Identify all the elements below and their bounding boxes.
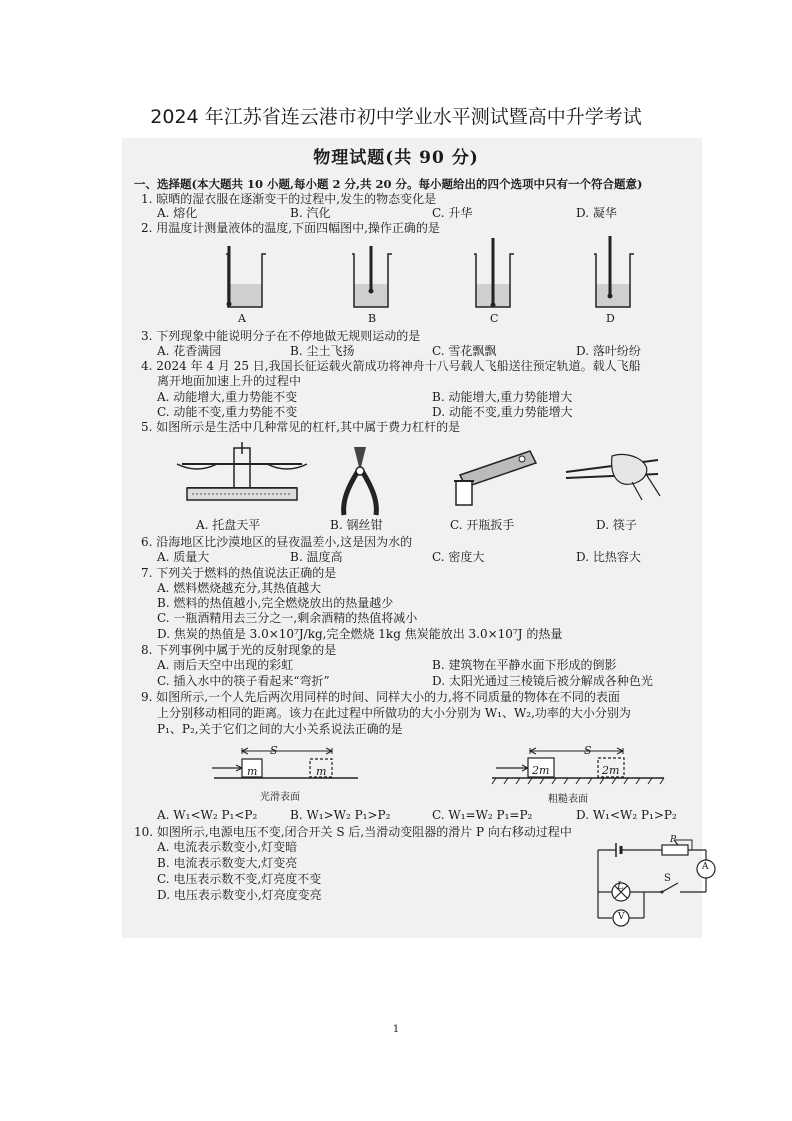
q1-option-b: B. 汽化 <box>290 206 331 220</box>
q5-stem: 5. 如图所示是生活中几种常见的杠杆,其中属于费力杠杆的是 <box>141 420 461 434</box>
q6-stem: 6. 沿海地区比沙漠地区的昼夜温差小,这是因为水的 <box>141 535 413 549</box>
distance-label-left: S <box>270 744 278 757</box>
document-title: 2024 年江苏省连云港市初中学业水平测试暨高中升学考试 <box>150 106 642 128</box>
q9-stem-line1: 9. 如图所示,一个人先后两次用同样的时间、同样大小的力,将不同质量的物体在不同的表面 <box>141 690 620 704</box>
q3-option-b: B. 尘土飞扬 <box>290 344 355 358</box>
mass-label-right: 2m <box>532 764 550 777</box>
distance-label-right: S <box>584 744 592 757</box>
section-heading: 一、选择题(本大题共 10 小题,每小题 2 分,共 20 分。每小题给出的四个选项中只有一个符合题意) <box>134 177 643 191</box>
q8-option-c: C. 插入水中的筷子看起来“弯折” <box>157 674 330 688</box>
voltmeter-label: V <box>618 912 625 922</box>
q7-option-b: B. 燃料的热值越小,完全燃烧放出的热量越少 <box>157 596 394 610</box>
circuit-label-l: L <box>617 881 624 892</box>
fig-label-c: C <box>490 312 499 325</box>
bottle-opener-figure <box>450 447 540 507</box>
circuit-label-p: P <box>670 835 677 845</box>
mass-label-right-moved: 2m <box>602 764 620 777</box>
smooth-surface-figure <box>212 744 362 784</box>
surface-label-rough: 粗糙表面 <box>548 794 588 805</box>
q4-option-a: A. 动能增大,重力势能不变 <box>157 390 298 404</box>
q9-option-d: D. W₁<W₂ P₁>P₂ <box>576 808 677 822</box>
mass-label-left: m <box>247 765 258 778</box>
q4-stem-line1: 4. 2024 年 4 月 25 日,我国长征运载火箭成功将神舟十八号载人飞船送往预定轨道。载人飞船 <box>141 359 641 373</box>
q8-option-d: D. 太阳光通过三棱镜后被分解成各种色光 <box>432 674 653 688</box>
pliers-figure <box>336 445 386 517</box>
q9-option-b: B. W₁>W₂ P₁>P₂ <box>290 808 391 822</box>
fig-label-b: B <box>368 312 377 325</box>
beaker-figure-d <box>590 236 640 310</box>
beaker-figure-c <box>470 238 520 310</box>
q4-option-c: C. 动能不变,重力势能不变 <box>157 405 298 419</box>
q8-option-b: B. 建筑物在平静水面下形成的倒影 <box>432 658 617 672</box>
q6-option-d: D. 比热容大 <box>576 550 641 564</box>
q9-stem-line2: 上分别移动相同的距离。该力在此过程中所做功的大小分别为 W₁、W₂,功率的大小分别为 <box>157 706 631 720</box>
q6-option-a: A. 质量大 <box>157 550 210 564</box>
circuit-label-s: S <box>664 873 671 884</box>
q6-option-b: B. 温度高 <box>290 550 343 564</box>
q3-stem: 3. 下列现象中能说明分子在不停地做无规则运动的是 <box>141 329 421 343</box>
q10-option-d: D. 电压表示数变小,灯亮度变亮 <box>157 888 322 902</box>
chopsticks-figure <box>562 452 662 502</box>
fig-label-a: A <box>238 312 246 325</box>
q4-option-b: B. 动能增大,重力势能增大 <box>432 390 573 404</box>
rough-surface-figure <box>488 744 668 788</box>
q8-stem: 8. 下列事例中属于光的反射现象的是 <box>141 643 337 657</box>
circuit-diagram <box>594 838 720 930</box>
q3-option-a: A. 花香满园 <box>157 344 222 358</box>
q10-option-c: C. 电压表示数不变,灯亮度不变 <box>157 872 322 886</box>
beaker-figure-a <box>220 244 270 310</box>
q2-stem: 2. 用温度计测量液体的温度,下面四幅图中,操作正确的是 <box>141 221 440 235</box>
ammeter-label: A <box>702 862 709 872</box>
q5-option-d: D. 筷子 <box>596 518 637 532</box>
fig-label-d: D <box>606 312 615 325</box>
q5-option-c: C. 开瓶扳手 <box>450 518 515 532</box>
q7-option-c: C. 一瓶酒精用去三分之一,剩余酒精的热值将减小 <box>157 611 418 625</box>
q1-option-a: A. 熔化 <box>157 206 198 220</box>
q9-option-a: A. W₁<W₂ P₁<P₂ <box>157 808 258 822</box>
q10-option-b: B. 电流表示数变大,灯变亮 <box>157 856 298 870</box>
q10-option-a: A. 电流表示数变小,灯变暗 <box>157 840 298 854</box>
paper-title: 物理试题(共 90 分) <box>313 148 479 168</box>
beaker-figure-b <box>348 246 398 310</box>
q6-option-c: C. 密度大 <box>432 550 485 564</box>
q10-stem: 10. 如图所示,电源电压不变,闭合开关 S 后,当滑动变阻器的滑片 P 向右移动过程中 <box>134 825 572 839</box>
q4-stem-line2: 离开地面加速上升的过程中 <box>157 374 302 388</box>
q3-option-d: D. 落叶纷纷 <box>576 344 641 358</box>
q1-stem: 1. 晾晒的湿衣服在逐渐变干的过程中,发生的物态变化是 <box>141 192 437 206</box>
q5-option-a: A. 托盘天平 <box>196 518 261 532</box>
q1-option-c: C. 升华 <box>432 206 473 220</box>
q4-option-d: D. 动能不变,重力势能增大 <box>432 405 573 419</box>
q5-option-b: B. 钢丝钳 <box>330 518 383 532</box>
surface-label-smooth: 光滑表面 <box>260 792 300 803</box>
q7-option-a: A. 燃料燃烧越充分,其热值越大 <box>157 581 322 595</box>
q7-stem: 7. 下列关于燃料的热值说法正确的是 <box>141 566 337 580</box>
q9-stem-line3: P₁、P₂,关于它们之间的大小关系说法正确的是 <box>157 722 403 736</box>
q7-option-d: D. 焦炭的热值是 3.0×10⁷J/kg,完全燃烧 1kg 焦炭能放出 3.0×10⁷J 的热量 <box>157 627 563 641</box>
page-number: 1 <box>392 1024 400 1035</box>
balance-scale-figure <box>172 442 312 512</box>
mass-label-left-moved: m <box>316 765 327 778</box>
q1-option-d: D. 凝华 <box>576 206 617 220</box>
q8-option-a: A. 雨后天空中出现的彩虹 <box>157 658 294 672</box>
q9-option-c: C. W₁=W₂ P₁=P₂ <box>432 808 533 822</box>
q3-option-c: C. 雪花飘飘 <box>432 344 497 358</box>
